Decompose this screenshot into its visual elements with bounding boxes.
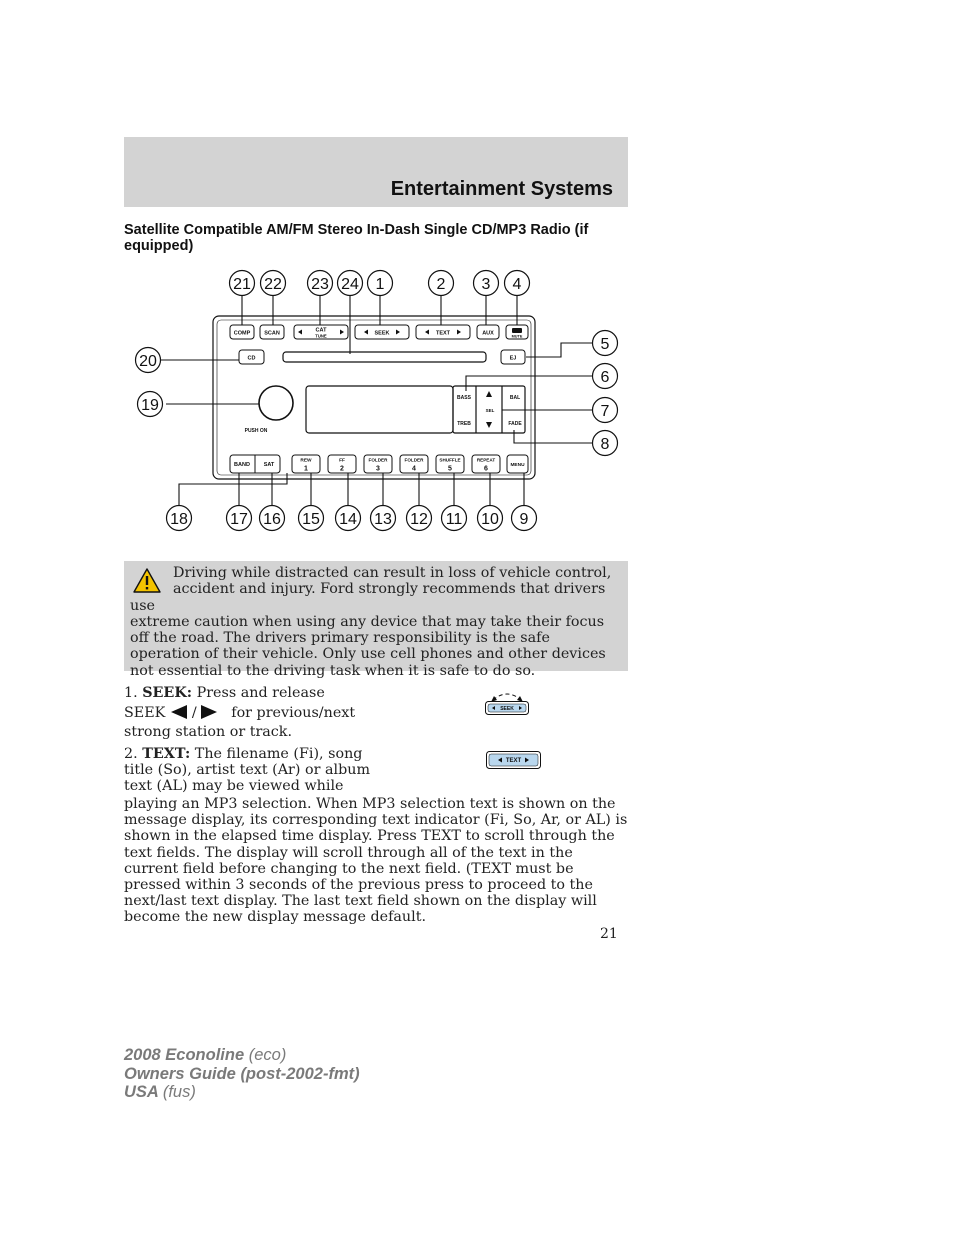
treb-label: TREB [457,421,471,427]
mute-label: MUTE [511,334,523,339]
page-number: 21 [600,926,618,942]
callout-24: 24 [341,276,359,293]
seek-description [124,684,364,743]
aux-label: AUX [482,330,494,337]
warning-line-2: accident and injury. Ford strongly recommends that drivers use [130,581,606,614]
callout-4: 4 [512,276,522,293]
display-window [306,386,453,433]
mute-phone-icon [512,328,522,333]
callout-2: 2 [436,276,446,293]
seek-icon-label: SEEK [500,706,514,712]
seek-label: SEEK [374,330,390,337]
header-band [124,137,628,207]
seek-slash: / [191,704,197,721]
callout-7: 7 [600,403,610,420]
cat-label: CAT [315,327,327,334]
callout-23: 23 [311,276,329,293]
footer-model-code: (eco) [248,1046,287,1064]
radio-diagram-svg [124,262,628,542]
callout-22: 22 [264,276,282,293]
shuffle-label: SHUFFLE [439,457,461,463]
warning-line-1: Driving while distracted can result in loss of vehicle control, [173,565,612,581]
seek-next-arrow-icon [201,705,217,719]
menu-label: MENU [510,463,525,468]
ff-label: FF [339,458,345,464]
footer-guide: Owners Guide (post-2002-fmt) [124,1064,360,1083]
band-label: BAND [234,462,250,468]
callout-21: 21 [233,276,251,293]
preset-1-num: 1 [304,465,308,473]
text-icon-label: TEXT [505,758,522,764]
text-item-number: 2. [124,746,138,762]
radio-diagram [124,262,628,542]
seek-button-illustration [484,687,530,717]
sel-down-arrow-icon [486,422,492,428]
bal-label: BAL [509,395,521,401]
callout-8: 8 [600,436,610,453]
callout-18: 18 [170,511,188,528]
tune-label: TUNE [315,333,327,339]
preset-6-num: 6 [484,465,488,473]
preset-4-num: 4 [412,465,416,473]
seek-text-2: for previous/next strong station or track. [124,704,356,740]
callout-17: 17 [230,511,248,528]
callout-13: 13 [374,511,392,528]
page-section-title: Entertainment Systems [390,178,613,200]
push-on-label: PUSH ON [244,428,268,434]
text-label: TEXT [435,330,451,337]
callout-19: 19 [141,397,159,414]
cd-slot [283,352,486,362]
text-item-label: TEXT: [142,746,191,762]
preset-2-num: 2 [340,465,344,473]
repeat-label: REPEAT [476,457,496,463]
ej-label: EJ [509,355,517,362]
text-description-b: playing an MP3 selection. When MP3 selection text is shown on the message display, its corresponding text indicator (Fi, So, Ar, or AL) is shown in the elapsed time display. Press TEXT to scroll through the text fields. The display will scroll through all of the text in the current field before changing to the next field. (TEXT must be pressed within 3 seconds of the previous press to proceed to the next/last text display. The last text field shown on the display will become the new display message default. [124,796,628,926]
cd-label: CD [247,355,256,362]
warning-rest: extreme caution when using any device that may take their focus off the road. The drivers primary responsibility is the safe operation of their vehicle. Only use cell phones and other devices not essential to the driving task when it is safe to do so. [130,613,606,679]
footer-market: USA [124,1083,159,1101]
callout-6: 6 [600,369,610,386]
text-button-illustration [485,750,542,770]
callout-1: 1 [375,276,385,293]
folder-back-label: FOLDER [368,457,388,463]
comp-label: COMP [233,330,251,337]
callout-5: 5 [600,336,610,353]
sel-up-arrow-icon [486,391,492,397]
callout-14: 14 [339,511,357,528]
callout-11: 11 [445,511,463,528]
footer-market-code: (fus) [162,1083,196,1101]
preset-5-num: 5 [448,465,452,473]
seek-item-number: 1. [124,685,138,701]
callout-12: 12 [410,511,428,528]
scan-label: SCAN [264,330,280,337]
footer-model: 2008 Econoline [124,1046,245,1064]
seek-word: SEEK [124,704,166,721]
callout-20: 20 [139,353,157,370]
warning-box [124,561,628,679]
section-heading: Satellite Compatible AM/FM Stereo In-Dash Single CD/MP3 Radio (if equipped) [124,222,589,254]
bass-label: BASS [457,395,471,401]
sel-label: SEL [485,408,495,413]
footer [124,1046,360,1102]
callout-3: 3 [481,276,491,293]
rew-label: REW [300,458,312,464]
seek-previous-arrow-icon [171,705,187,719]
sat-label: SAT [263,462,275,468]
callout-15: 15 [302,511,320,528]
volume-knob [259,386,293,420]
preset-3-num: 3 [376,465,380,473]
callout-9: 9 [519,511,529,528]
folder-fwd-label: FOLDER [404,457,424,463]
text-text-a: The filename (Fi), song title (So), artist text (Ar) or album text (AL) may be viewed while [124,746,371,795]
warning-text [130,565,618,679]
callout-16: 16 [263,511,281,528]
callout-10: 10 [481,511,499,528]
seek-item-label: SEEK: [142,685,193,701]
text-description-a [124,746,374,795]
fade-label: FADE [508,421,522,427]
seek-text-1: Press and release [196,685,325,701]
